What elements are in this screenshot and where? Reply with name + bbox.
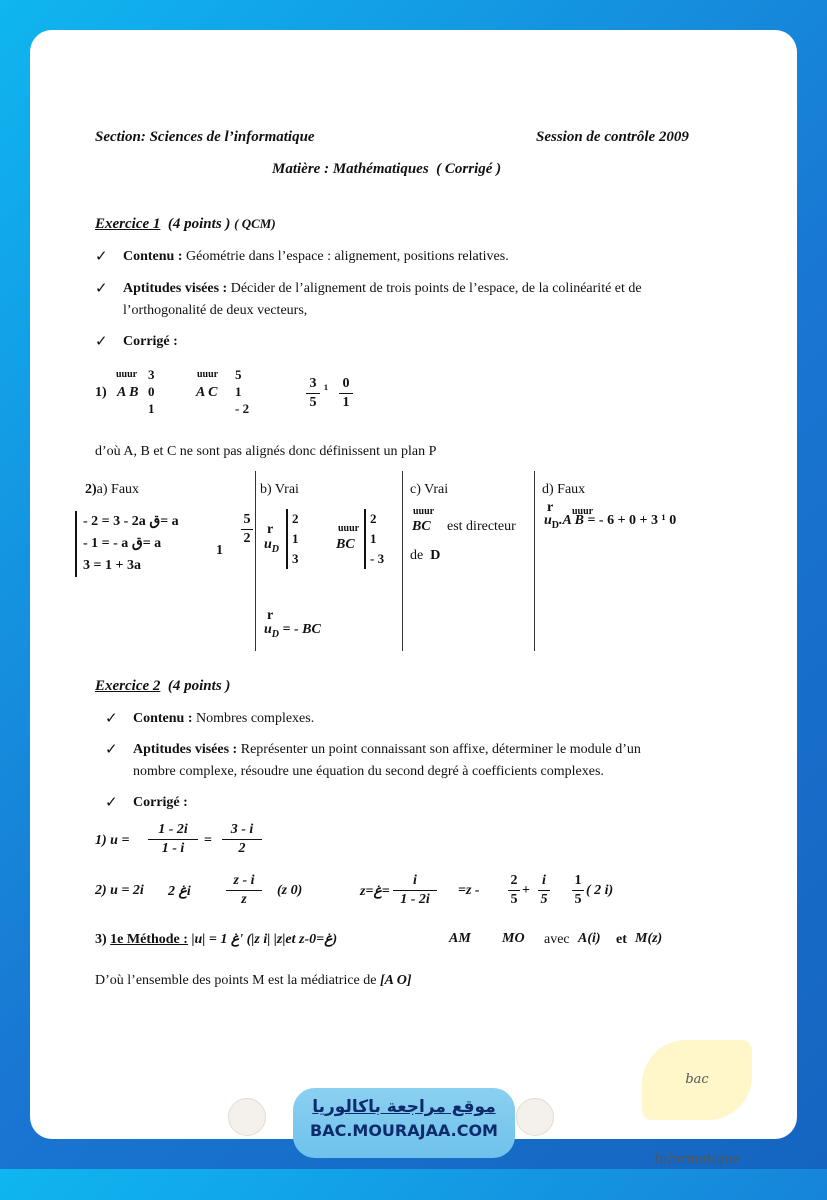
ex1-contenu-item <box>95 246 785 268</box>
q3-segment: [A O] <box>379 973 412 988</box>
exercise1-heading <box>95 216 276 233</box>
fraction-5-2 <box>241 512 253 547</box>
subject-title <box>272 161 501 178</box>
vector-arrow-mark: uuur <box>197 369 219 380</box>
coord: 1 <box>292 531 299 546</box>
denominator: z <box>241 892 247 907</box>
coord: 3 <box>292 551 299 566</box>
coord: 2 <box>292 511 299 526</box>
checkmark-icon: ✓ <box>95 334 108 350</box>
subject-prefix: Matière : Mathématiques <box>272 161 429 177</box>
fraction-bar <box>306 393 320 394</box>
u-symbol: u <box>264 622 272 637</box>
numerator: 1 - 2i <box>158 822 188 837</box>
fraction-bar <box>538 890 550 891</box>
vector-arrow-mark: uuur <box>572 506 594 517</box>
q3-conclusion <box>95 973 411 989</box>
fraction-q1-a <box>148 822 198 857</box>
coord: 0 <box>148 384 155 399</box>
ex2-corrige-label: Corrigé : <box>133 795 188 810</box>
ex1-aptitudes-item <box>95 278 785 322</box>
fraction-1-5 <box>572 873 584 908</box>
ex1-q1-label: 1) <box>95 385 107 400</box>
fraction-q1-b <box>222 822 262 857</box>
denominator: 2 <box>238 841 246 856</box>
column-divider <box>255 471 256 651</box>
vector-ab-coords <box>148 366 155 417</box>
q3-conclusion-text: D’où l’ensemble des points M est la médiatrice de <box>95 973 377 988</box>
vector-u-label <box>264 537 279 555</box>
vector-arrow-mark: uuur <box>116 369 138 380</box>
col-c-text1: est directeur <box>447 519 516 534</box>
ex2-q2-part-c: z=غ= <box>360 884 390 899</box>
col-c-bc: BC <box>412 519 431 534</box>
q3-am: AM <box>449 931 471 946</box>
col-c-line-d: D <box>430 548 441 563</box>
q3-mo: MO <box>502 931 525 946</box>
col-c-de: de <box>410 548 424 563</box>
ex2-contenu-item <box>105 708 785 730</box>
checkmark-icon: ✓ <box>105 795 118 811</box>
ex1-corrige-label: Corrigé : <box>123 334 178 349</box>
coord: - 3 <box>370 551 385 566</box>
fraction-0-1 <box>339 376 353 411</box>
ex2-contenu-label: Contenu : <box>133 711 193 726</box>
col-b-answer: b) Vrai <box>260 482 299 497</box>
ex1-aptitudes-label: Aptitudes visées : <box>123 281 228 296</box>
fraction-bar <box>508 890 520 891</box>
denominator: 5 <box>510 892 518 907</box>
exercise1-points: (4 points ) <box>167 216 231 232</box>
ex2-q3-line <box>95 931 337 948</box>
column-divider <box>534 471 535 651</box>
u-symbol: u <box>264 537 272 552</box>
ex1-aptitudes-line2: l’orthogonalité de deux vecteurs, <box>123 303 308 318</box>
q3-et: et <box>616 932 627 947</box>
site-logo-icon <box>516 1098 554 1136</box>
column-divider <box>402 471 403 651</box>
numerator: i <box>542 873 546 888</box>
ex2-contenu-text: Nombres complexes. <box>196 711 315 726</box>
col-d-expression <box>544 513 676 531</box>
fraction-bar <box>241 529 253 530</box>
q3-point-a: A(i) <box>578 931 601 946</box>
numerator: z - i <box>233 873 255 888</box>
fraction-bar <box>339 393 353 394</box>
plus-sign: + <box>522 883 530 898</box>
fraction-bar <box>572 890 584 891</box>
u-subscript: D <box>551 519 560 531</box>
subject-corrige: ( Corrigé ) <box>436 161 502 177</box>
coord: 1 <box>148 401 155 416</box>
ex2-q2-part-d: =z - <box>458 883 480 898</box>
q3-avec: avec <box>544 932 570 947</box>
session-title: Session de contrôle 2009 <box>536 129 689 145</box>
site-arabic-name: موقع مراجعة باكالوريا <box>312 1097 496 1117</box>
vector-arrow-mark: uuur <box>338 523 360 534</box>
system-line: 3 = 1 + 3a <box>83 558 141 573</box>
ex2-q2-part-e: ( 2 i) <box>586 883 614 898</box>
bac-informatique-badge: bac Informatique <box>642 1040 752 1120</box>
coord: 3 <box>148 367 155 382</box>
vector-bc-label: BC <box>336 537 355 552</box>
exercise1-qcm: ( QCM) <box>234 216 276 231</box>
system-line: - 2 = 3 - 2a ق= a <box>83 514 179 529</box>
col-c-text2 <box>410 548 440 564</box>
fraction-q2-b <box>393 873 437 908</box>
relation-text: = - BC <box>282 622 321 637</box>
ex2-corrige-item <box>105 792 405 814</box>
checkmark-icon: ✓ <box>105 742 118 758</box>
exercise2-heading <box>95 678 230 695</box>
ab-symbol: .A B <box>559 513 584 528</box>
coord: 1 <box>235 384 242 399</box>
exercise2-points: (4 points ) <box>167 678 231 694</box>
ex2-aptitudes-item <box>105 739 785 783</box>
ex1-contenu-label: Contenu : <box>123 249 183 264</box>
fraction-bar <box>148 839 198 840</box>
numerator: 1 <box>574 873 582 888</box>
equals-sign: = <box>204 833 212 848</box>
ex2-aptitudes-label: Aptitudes visées : <box>133 742 238 757</box>
checkmark-icon: ✓ <box>95 281 108 297</box>
ex1-conclusion: d’où A, B et C ne sont pas alignés donc définissent un plan P <box>95 444 437 459</box>
site-logo-icon <box>228 1098 266 1136</box>
vector-ac-coords <box>235 366 249 417</box>
ex1-q2-label: 2) <box>85 482 97 497</box>
u-subscript: D <box>271 628 280 640</box>
col-d-answer: d) Faux <box>542 482 586 497</box>
vector-ac-label: A C <box>196 385 218 400</box>
numerator: 2 <box>510 873 518 888</box>
ex2-q2-part-b: (z 0) <box>277 883 303 898</box>
exercise1-title: Exercice 1 <box>95 216 161 232</box>
vector-r-mark: r <box>267 608 274 623</box>
document-page <box>30 30 797 1167</box>
fraction-2-5 <box>508 873 520 908</box>
coord: 5 <box>235 367 242 382</box>
checkmark-icon: ✓ <box>95 249 108 265</box>
numerator: i <box>413 873 417 888</box>
col-a-value: 1 <box>216 543 223 558</box>
numerator: 3 <box>309 376 317 391</box>
vector-ab-label: A B <box>117 385 139 400</box>
q3-point-m: M(z) <box>635 931 663 946</box>
dot-product: = - 6 + 0 + 3 ¹ 0 <box>587 513 677 528</box>
fraction-bar <box>226 890 262 891</box>
denominator: 1 - 2i <box>400 892 430 907</box>
ex2-aptitudes-line1: Représenter un point connaissant son affixe, déterminer le module d’un <box>240 742 641 757</box>
vector-r-mark: r <box>267 522 274 537</box>
ex1-corrige-item <box>95 331 395 353</box>
numerator: 5 <box>243 512 251 527</box>
col-c-answer: c) Vrai <box>410 482 449 497</box>
denominator: 5 <box>574 892 582 907</box>
vector-bc-coords <box>364 509 384 569</box>
exercise2-title: Exercice 2 <box>95 678 161 694</box>
denominator: 2 <box>243 531 251 546</box>
numerator: 3 - i <box>230 822 254 837</box>
fraction-q2-a <box>226 873 262 908</box>
not-equal-sign: ¹ <box>324 383 329 398</box>
q3-label: 3) <box>95 932 107 947</box>
site-url: BAC.MOURAJAA.COM <box>310 1121 498 1140</box>
ex2-aptitudes-line2: nombre complexe, résoudre une équation du second degré à coefficients complexes. <box>133 764 604 779</box>
denominator: 5 <box>309 395 317 410</box>
u-symbol: u <box>544 513 552 528</box>
ex2-q2-prefix: 2) u = 2i <box>95 883 144 898</box>
vector-r-mark: r <box>547 500 554 515</box>
col-a-answer: a) Faux <box>96 482 140 497</box>
coord: 1 <box>370 531 377 546</box>
ex1-aptitudes-line1: Décider de l’alignement de trois points de l’espace, de la colinéarité et de <box>230 281 642 296</box>
vector-u-coords <box>286 509 299 569</box>
denominator: 1 <box>342 395 350 410</box>
ex1-contenu-text: Géométrie dans l’espace : alignement, positions relatives. <box>186 249 509 264</box>
site-banner-link[interactable] <box>293 1088 515 1158</box>
fraction-i-5 <box>538 873 550 908</box>
denominator: 1 - i <box>161 841 185 856</box>
system-line: - 1 = - a ق= a <box>83 536 162 551</box>
fraction-bar <box>393 890 437 891</box>
ex2-q1-prefix: 1) u = <box>95 833 130 848</box>
ex1-q2-col-a-head <box>85 482 139 498</box>
u-subscript: D <box>271 543 280 555</box>
numerator: 0 <box>342 376 350 391</box>
ex2-q2-part-a: غ 2i <box>168 884 191 899</box>
vector-arrow-mark: uuur <box>413 506 435 517</box>
col-a-system <box>75 511 179 577</box>
q3-expression: |u| = 1 غ' (|z i| |z|et z-غ=0) <box>191 932 338 947</box>
coord: - 2 <box>235 401 250 416</box>
coord: 2 <box>370 511 377 526</box>
col-b-relation <box>264 622 321 640</box>
fraction-bar <box>222 839 262 840</box>
q3-method: 1e Méthode : <box>110 932 188 947</box>
section-title: Section: Sciences de l’informatique <box>95 129 315 145</box>
checkmark-icon: ✓ <box>105 711 118 727</box>
denominator: 5 <box>540 892 548 907</box>
fraction-3-5 <box>306 376 320 411</box>
